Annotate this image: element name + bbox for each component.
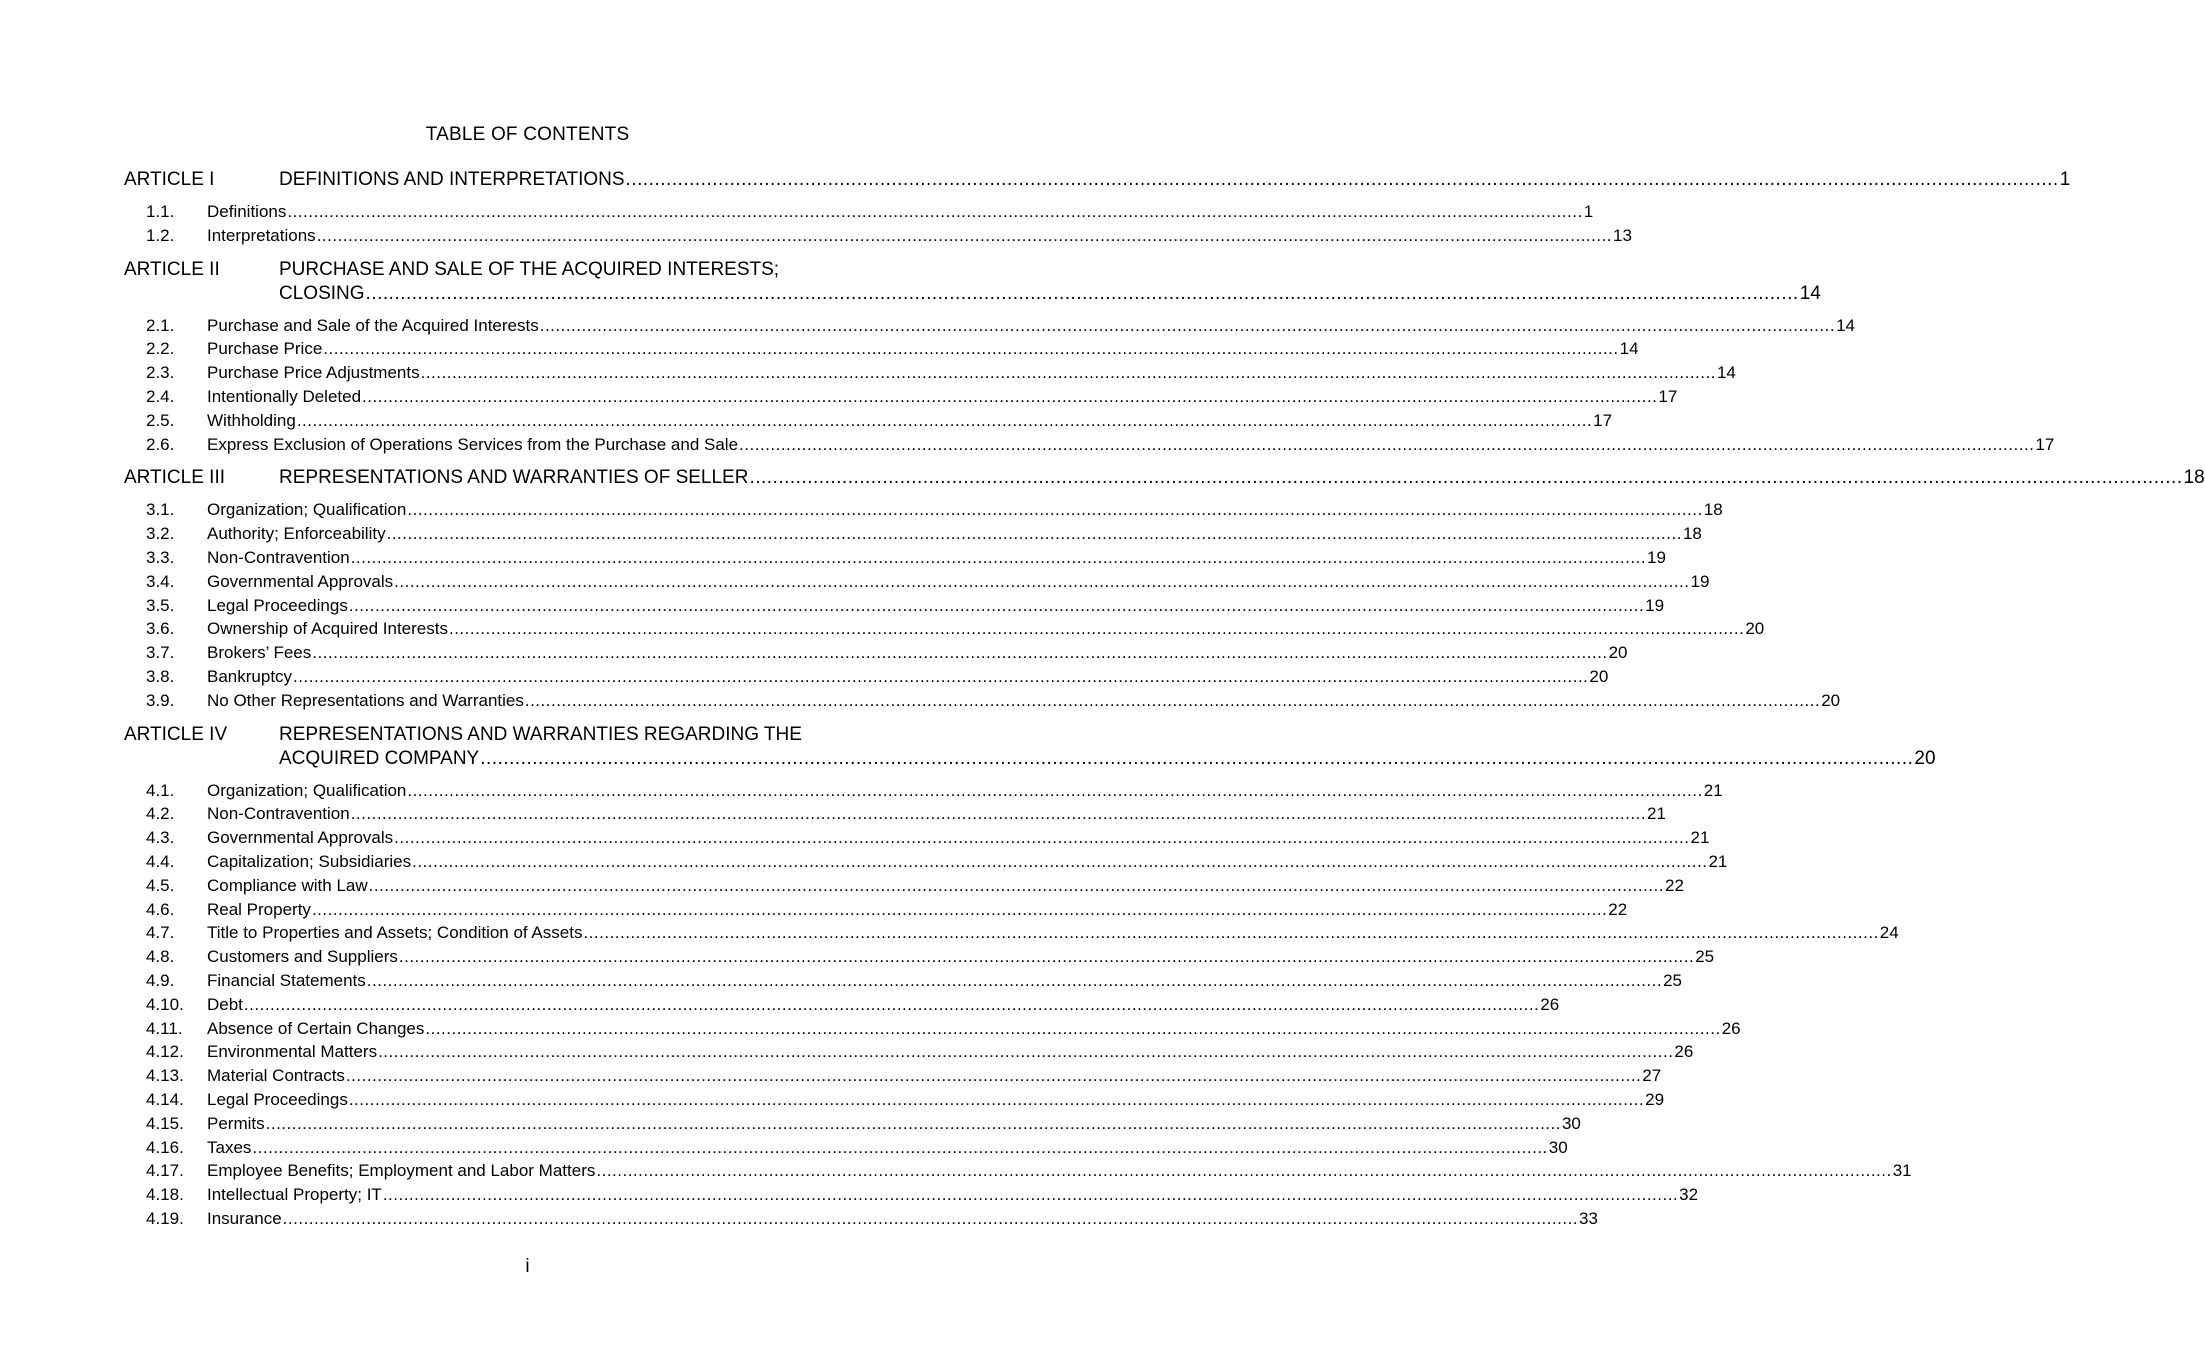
section-title: Insurance xyxy=(207,1208,282,1228)
article-heading[interactable] xyxy=(124,168,2071,192)
article-page-number: 20 xyxy=(1914,747,1936,769)
section-number: 3.8. xyxy=(146,666,175,686)
toc-section-entry[interactable] xyxy=(124,1159,1912,1183)
section-title: Brokers’ Fees xyxy=(207,643,312,663)
dot-leader xyxy=(283,1207,1578,1231)
dot-leader xyxy=(407,779,1702,803)
section-number: 4.19. xyxy=(146,1208,184,1228)
dot-leader xyxy=(412,850,1707,874)
dot-leader xyxy=(312,898,1607,922)
section-page-number: 14 xyxy=(1716,363,1736,383)
toc-section-entry[interactable] xyxy=(124,337,1639,361)
section-number: 4.15. xyxy=(146,1113,184,1133)
section-number: 3.5. xyxy=(146,595,175,615)
section-number: 4.3. xyxy=(146,828,175,848)
section-number: 4.14. xyxy=(146,1089,184,1109)
section-number: 2.1. xyxy=(146,315,175,335)
toc-section-entry[interactable] xyxy=(124,1136,1568,1160)
dot-leader xyxy=(367,969,1662,993)
section-number: 3.7. xyxy=(146,643,175,663)
section-page-number: 30 xyxy=(1561,1113,1581,1133)
toc-section-entry[interactable] xyxy=(124,1112,1581,1136)
toc-section-entry[interactable] xyxy=(124,921,1899,945)
toc-section-entry[interactable] xyxy=(124,433,2055,457)
section-page-number: 21 xyxy=(1703,780,1723,800)
article-page-number: 14 xyxy=(1799,282,1821,304)
section-number: 4.1. xyxy=(146,780,175,800)
dot-leader xyxy=(626,168,2059,192)
section-page-number: 20 xyxy=(1821,690,1841,710)
section-number: 1.1. xyxy=(146,202,175,221)
section-title: Bankruptcy xyxy=(207,666,293,686)
section-number: 4.7. xyxy=(146,923,175,943)
dot-leader xyxy=(383,1183,1678,1207)
section-title: Financial Statements xyxy=(207,970,366,990)
dot-leader xyxy=(749,466,2182,490)
toc-section-entry[interactable] xyxy=(124,689,1841,713)
article-heading[interactable] xyxy=(124,466,2205,490)
dot-leader xyxy=(366,282,1799,306)
dot-leader xyxy=(317,224,1612,248)
section-number: 4.16. xyxy=(146,1137,184,1157)
section-page-number: 17 xyxy=(1593,410,1613,430)
section-title: Governmental Approvals xyxy=(207,828,394,848)
toc-section-entry[interactable] xyxy=(124,969,1683,993)
toc-section-entry[interactable] xyxy=(124,498,1723,522)
toc-section-entry[interactable] xyxy=(124,1064,1662,1088)
section-number: 2.2. xyxy=(146,339,175,359)
section-list xyxy=(124,314,2055,457)
section-title: Intellectual Property; IT xyxy=(207,1185,382,1205)
section-number: 4.10. xyxy=(146,994,184,1014)
section-number: 4.6. xyxy=(146,899,175,919)
dot-leader xyxy=(394,570,1689,594)
section-number: 1.2. xyxy=(146,225,175,245)
section-page-number: 26 xyxy=(1674,1042,1694,1062)
section-list xyxy=(124,200,1632,248)
dot-leader xyxy=(596,1159,1891,1183)
section-title: Employee Benefits; Employment and Labor Matters xyxy=(207,1161,596,1181)
dot-leader xyxy=(378,1040,1673,1064)
toc-section-entry[interactable] xyxy=(124,1183,1699,1207)
section-title: Taxes xyxy=(207,1137,252,1157)
section-number: 3.4. xyxy=(146,571,175,591)
section-title: Intentionally Deleted xyxy=(207,386,362,406)
section-page-number: 32 xyxy=(1679,1185,1699,1205)
dot-leader xyxy=(369,874,1664,898)
dot-leader xyxy=(287,200,1582,224)
section-page-number: 13 xyxy=(1613,225,1632,245)
section-title: Withholding xyxy=(207,410,296,430)
dot-leader xyxy=(293,665,1588,689)
section-page-number: 24 xyxy=(1879,923,1899,943)
section-title: Permits xyxy=(207,1113,265,1133)
section-number: 4.5. xyxy=(146,875,175,895)
section-number: 4.9. xyxy=(146,970,175,990)
section-title: Express Exclusion of Operations Services from the Purchase and Sale xyxy=(207,434,739,454)
section-title: Purchase and Sale of the Acquired Interests xyxy=(207,315,539,335)
article-heading[interactable] xyxy=(124,258,1821,306)
toc-section-entry[interactable] xyxy=(124,361,1736,385)
article-page-number: 18 xyxy=(2183,467,2205,489)
section-page-number: 18 xyxy=(1682,524,1702,544)
section-number: 4.2. xyxy=(146,804,175,824)
dot-leader xyxy=(252,1136,1547,1160)
toc-section-entry[interactable] xyxy=(124,522,1702,546)
dot-leader xyxy=(399,945,1694,969)
section-page-number: 20 xyxy=(1745,619,1765,639)
section-page-number: 21 xyxy=(1708,851,1728,871)
section-number: 3.1. xyxy=(146,500,175,520)
article-label: ARTICLE III xyxy=(124,467,226,489)
section-page-number: 31 xyxy=(1892,1161,1912,1181)
section-title: Title to Properties and Assets; Condition of Assets xyxy=(207,923,583,943)
dot-leader xyxy=(362,385,1657,409)
section-title: Non-Contravention xyxy=(207,547,350,567)
toc-section-entry[interactable] xyxy=(124,617,1765,641)
section-number: 4.8. xyxy=(146,947,175,967)
section-title: Organization; Qualification xyxy=(207,780,407,800)
section-title: Purchase Price xyxy=(207,339,323,359)
section-page-number: 14 xyxy=(1836,315,1855,335)
dot-leader xyxy=(244,993,1539,1017)
dot-leader xyxy=(449,617,1744,641)
section-page-number: 17 xyxy=(2035,434,2055,454)
article-title xyxy=(279,258,1821,306)
section-title: Interpretations xyxy=(207,225,316,245)
section-title: Legal Proceedings xyxy=(207,595,348,615)
toc-section-entry[interactable] xyxy=(124,779,1723,803)
section-page-number: 30 xyxy=(1548,1137,1568,1157)
section-title: Non-Contravention xyxy=(207,804,350,824)
section-title: Legal Proceedings xyxy=(207,1089,348,1109)
section-title: Purchase Price Adjustments xyxy=(207,363,420,383)
toc-section-entry[interactable] xyxy=(124,1040,1694,1064)
article-title-line1: REPRESENTATIONS AND WARRANTIES REGARDING THE xyxy=(279,723,802,745)
toc-section-entry[interactable] xyxy=(124,898,1628,922)
toc-section-entry[interactable] xyxy=(124,224,1632,248)
toc-section-entry[interactable] xyxy=(124,200,1594,224)
dot-leader xyxy=(425,1017,1720,1041)
section-page-number: 20 xyxy=(1589,666,1609,686)
section-number: 2.5. xyxy=(146,410,175,430)
dot-leader xyxy=(421,361,1716,385)
toc-section-entry[interactable] xyxy=(124,826,1710,850)
section-page-number: 14 xyxy=(1619,339,1639,359)
article-label: ARTICLE I xyxy=(124,169,215,190)
section-page-number: 20 xyxy=(1608,643,1628,663)
dot-leader xyxy=(739,433,2034,457)
article-label: ARTICLE IV xyxy=(124,723,228,745)
toc-section-entry[interactable] xyxy=(124,1088,1665,1112)
article-page-number: 1 xyxy=(2059,169,2071,190)
article-heading[interactable] xyxy=(124,723,1936,771)
toc-section-entry[interactable] xyxy=(124,641,1628,665)
dot-leader xyxy=(387,522,1682,546)
section-title: Authority; Enforceability xyxy=(207,524,386,544)
section-number: 3.2. xyxy=(146,524,175,544)
section-title: Compliance with Law xyxy=(207,875,368,895)
dot-leader xyxy=(351,802,1646,826)
section-title: Definitions xyxy=(207,202,287,221)
section-title: No Other Representations and Warranties xyxy=(207,690,524,710)
dot-leader xyxy=(583,921,1878,945)
toc-section-entry[interactable] xyxy=(124,1207,1598,1231)
dot-leader xyxy=(349,594,1644,618)
dot-leader xyxy=(323,337,1618,361)
article-title xyxy=(279,168,2070,192)
section-number: 2.3. xyxy=(146,363,175,383)
section-number: 3.3. xyxy=(146,547,175,567)
section-page-number: 26 xyxy=(1540,994,1560,1014)
section-number: 4.13. xyxy=(146,1066,184,1086)
article-title-line2: CLOSING xyxy=(279,282,365,304)
article-title-line2: DEFINITIONS AND INTERPRETATIONS xyxy=(279,169,625,190)
toc-section-entry[interactable] xyxy=(124,570,1710,594)
dot-leader xyxy=(349,1088,1644,1112)
dot-leader xyxy=(540,314,1835,338)
article-title xyxy=(279,723,1936,771)
article-label: ARTICLE II xyxy=(124,258,220,280)
section-title: Environmental Matters xyxy=(207,1042,378,1062)
toc-section-entry[interactable] xyxy=(124,594,1665,618)
section-page-number: 26 xyxy=(1721,1018,1741,1038)
section-page-number: 25 xyxy=(1695,947,1715,967)
section-number: 4.11. xyxy=(146,1018,183,1038)
toc-section-entry[interactable] xyxy=(124,802,1666,826)
dot-leader xyxy=(480,747,1913,771)
section-page-number: 21 xyxy=(1690,828,1710,848)
dot-leader xyxy=(346,1064,1641,1088)
section-list xyxy=(124,498,1841,712)
page-number: i xyxy=(525,1256,530,1277)
dot-leader xyxy=(394,826,1689,850)
section-page-number: 19 xyxy=(1690,571,1710,591)
section-title: Debt xyxy=(207,994,243,1014)
toc-section-entry[interactable] xyxy=(124,314,1855,338)
article-title-line2: ACQUIRED COMPANY xyxy=(279,747,480,769)
section-title: Real Property xyxy=(207,899,311,919)
section-title: Organization; Qualification xyxy=(207,500,407,520)
section-page-number: 22 xyxy=(1608,899,1628,919)
toc-section-entry[interactable] xyxy=(124,850,1728,874)
dot-leader xyxy=(407,498,1702,522)
article-title-line2: REPRESENTATIONS AND WARRANTIES OF SELLER xyxy=(279,467,749,489)
section-page-number: 1 xyxy=(1583,202,1594,221)
toc-section-entry[interactable] xyxy=(124,1017,1741,1041)
section-title: Absence of Certain Changes xyxy=(207,1018,425,1038)
toc-section-entry[interactable] xyxy=(124,945,1715,969)
section-page-number: 33 xyxy=(1579,1208,1598,1228)
section-title: Capitalization; Subsidiaries xyxy=(207,851,412,871)
section-number: 2.6. xyxy=(146,434,175,454)
section-page-number: 21 xyxy=(1647,804,1666,824)
section-list xyxy=(124,779,1912,1231)
article-title-line1: PURCHASE AND SALE OF THE ACQUIRED INTERESTS; xyxy=(279,258,780,280)
section-number: 4.18. xyxy=(146,1185,184,1205)
section-page-number: 25 xyxy=(1663,970,1683,990)
section-title: Governmental Approvals xyxy=(207,571,394,591)
toc-section-entry[interactable] xyxy=(124,665,1609,689)
section-page-number: 19 xyxy=(1647,547,1666,567)
section-page-number: 18 xyxy=(1703,500,1723,520)
toc-section-entry[interactable] xyxy=(124,385,1678,409)
toc-section-entry[interactable] xyxy=(124,993,1560,1017)
section-number: 2.4. xyxy=(146,386,175,406)
section-page-number: 27 xyxy=(1642,1066,1662,1086)
dot-leader xyxy=(312,641,1607,665)
dot-leader xyxy=(297,409,1592,433)
toc-section-entry[interactable] xyxy=(124,874,1684,898)
section-title: Ownership of Acquired Interests xyxy=(207,619,448,639)
toc-section-entry[interactable] xyxy=(124,546,1666,570)
section-title: Material Contracts xyxy=(207,1066,345,1086)
article-title xyxy=(279,466,2205,490)
dot-leader xyxy=(525,689,1820,713)
section-page-number: 17 xyxy=(1658,386,1678,406)
section-number: 4.12. xyxy=(146,1042,184,1062)
section-page-number: 19 xyxy=(1645,595,1665,615)
section-number: 3.9. xyxy=(146,690,175,710)
section-number: 3.6. xyxy=(146,619,175,639)
table-of-contents xyxy=(124,168,2205,1231)
section-title: Customers and Suppliers xyxy=(207,947,398,967)
section-page-number: 22 xyxy=(1664,875,1684,895)
toc-section-entry[interactable] xyxy=(124,409,1613,433)
page-title: TABLE OF CONTENTS xyxy=(425,124,630,145)
dot-leader xyxy=(266,1112,1561,1136)
section-number: 4.4. xyxy=(146,851,175,871)
dot-leader xyxy=(351,546,1646,570)
section-number: 4.17. xyxy=(146,1161,184,1181)
section-page-number: 29 xyxy=(1645,1089,1665,1109)
